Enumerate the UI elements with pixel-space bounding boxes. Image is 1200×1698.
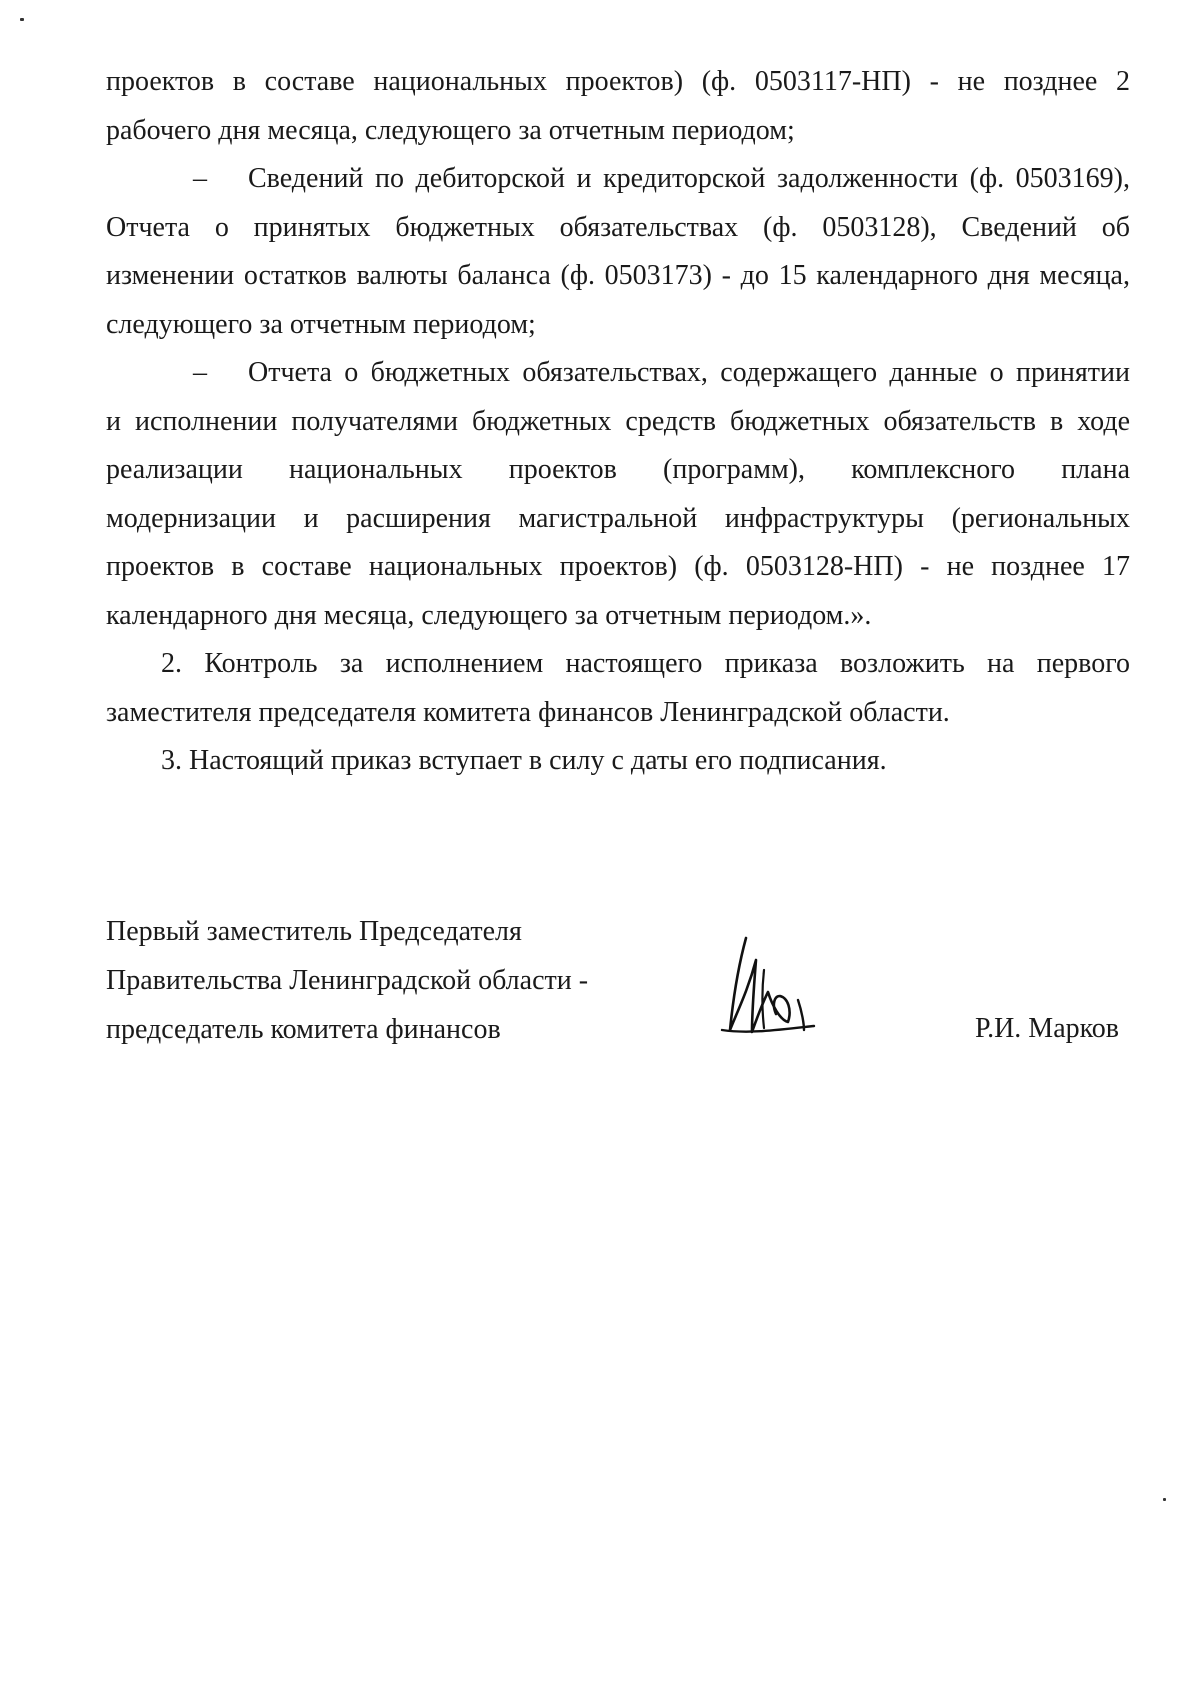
body-line: и исполнении получателями бюджетных средств бюджетных обязательств в ходе <box>106 405 1130 437</box>
scan-speck <box>20 18 24 21</box>
numbered-item-2: 2. Контроль за исполнением настоящего приказа возложить на первого <box>161 648 1130 679</box>
list-item-dash: – Отчета о бюджетных обязательствах, содержащего данные о принятии <box>106 349 1130 398</box>
signatory-title-line: Правительства Ленинградской области - <box>106 965 589 996</box>
handwritten-signature <box>718 930 818 1045</box>
signatory-title-line: Первый заместитель Председателя <box>106 916 522 947</box>
body-line: Отчета о принятых бюджетных обязательствах (ф. 0503128), Сведений об <box>106 211 1130 243</box>
document-body <box>106 58 1130 786</box>
body-line: проектов в составе национальных проектов) (ф. 0503117-НП) - не позднее 2 <box>106 66 1130 97</box>
body-line: календарного дня месяца, следующего за отчетным периодом.». <box>106 599 872 631</box>
body-line: изменении остатков валюты баланса (ф. 0503173) - до 15 календарного дня месяца, <box>106 260 1130 291</box>
dash-marker: – <box>193 357 207 388</box>
signatory-name: Р.И. Марков <box>975 1013 1120 1044</box>
numbered-item-3: 3. Настоящий приказ вступает в силу с даты его подписания. <box>161 745 887 776</box>
scan-speck <box>1163 1498 1166 1501</box>
body-line: проектов в составе национальных проектов) (ф. 0503128-НП) - не позднее 17 <box>106 551 1130 582</box>
signatory-title-line: председатель комитета финансов <box>106 1014 501 1045</box>
signatory-title <box>106 907 588 1054</box>
dash-marker: – <box>193 163 207 194</box>
body-line: рабочего дня месяца, следующего за отчетным периодом; <box>106 114 795 146</box>
list-item-dash: – Сведений по дебиторской и кредиторской задолженности (ф. 0503169), <box>106 155 1130 204</box>
body-line: реализации национальных проектов (программ), комплексного плана <box>106 454 1130 485</box>
body-line: модернизации и расширения магистральной инфраструктуры (региональных <box>106 502 1130 534</box>
body-line: заместителя председателя комитета финансов Ленинградской области. <box>106 696 950 728</box>
body-line: следующего за отчетным периодом; <box>106 308 536 340</box>
